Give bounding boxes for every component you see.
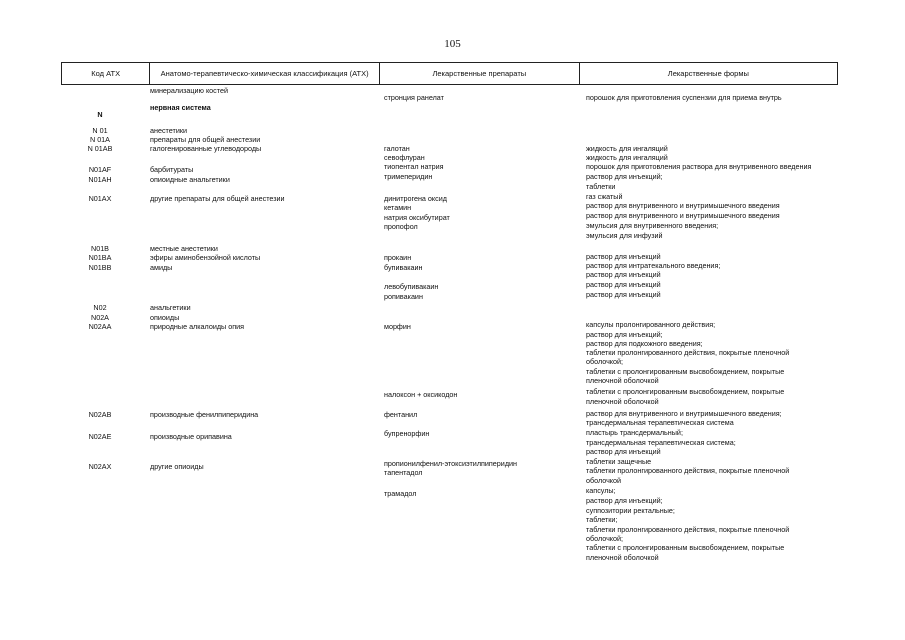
atc-code: N02AX bbox=[88, 462, 112, 471]
dosage-form: капсулы пролонгированного действия; bbox=[586, 320, 716, 329]
drug-name: бупренорфин bbox=[384, 429, 430, 438]
dosage-form: таблетки пролонгированного действия, покрытые пленочной bbox=[586, 525, 790, 534]
dosage-form: таблетки с пролонгированным высвобождением, покрытые bbox=[586, 543, 785, 552]
dosage-form: эмульсия для инфузий bbox=[586, 231, 663, 240]
dosage-form: таблетки с пролонгированным высвобождением, покрытые bbox=[586, 367, 785, 376]
atc-class-name: галогенированные углеводороды bbox=[150, 144, 262, 153]
dosage-form: пластырь трансдермальный; bbox=[586, 428, 683, 437]
dosage-form: трансдермальная терапевтическая система bbox=[586, 418, 734, 427]
drug-name: морфин bbox=[384, 322, 411, 331]
dosage-form: оболочкой; bbox=[586, 534, 624, 543]
dosage-form: таблетки bbox=[586, 182, 616, 191]
dosage-form: пленочной оболочкой bbox=[586, 376, 659, 385]
drug-name: пропофол bbox=[384, 222, 418, 231]
dosage-form: пленочной оболочкой bbox=[586, 553, 659, 562]
dosage-form: раствор для инъекций bbox=[586, 270, 661, 279]
dosage-form: газ сжатый bbox=[586, 192, 623, 201]
drug-name: прокаин bbox=[384, 253, 412, 262]
drug-name: тапентадол bbox=[384, 468, 423, 477]
dosage-form: раствор для инъекций; bbox=[586, 330, 663, 339]
dosage-form: жидкость для ингаляций bbox=[586, 153, 668, 162]
drug-name: фентанил bbox=[384, 410, 418, 419]
atc-code: N02AE bbox=[88, 432, 112, 441]
atc-code: N01B bbox=[91, 244, 109, 253]
atc-code: N02A bbox=[91, 313, 109, 322]
atc-class-name: анальгетики bbox=[150, 303, 191, 312]
atc-class-name: минерализацию костей bbox=[150, 86, 228, 95]
atc-class-name: другие опиоиды bbox=[150, 462, 204, 471]
drug-name: стронция ранелат bbox=[384, 93, 444, 102]
atc-code: N01AF bbox=[88, 165, 112, 174]
dosage-form: суппозитории ректальные; bbox=[586, 506, 675, 515]
drug-name: динитрогена оксид bbox=[384, 194, 447, 203]
atc-class-name: производные фенилпиперидина bbox=[150, 410, 259, 419]
dosage-form: эмульсия для внутривенного введения; bbox=[586, 221, 719, 230]
dosage-form: раствор для подкожного введения; bbox=[586, 339, 703, 348]
dosage-form: таблетки пролонгированного действия, покрытые пленочной bbox=[586, 348, 790, 357]
dosage-form: раствор для внутривенного и внутримышечного введения; bbox=[586, 409, 782, 418]
dosage-form: оболочкой bbox=[586, 476, 622, 485]
atc-class-name: другие препараты для общей анестезии bbox=[150, 194, 285, 203]
drug-name: галотан bbox=[384, 144, 410, 153]
dosage-form: трансдермальная терапевтическая система; bbox=[586, 438, 736, 447]
dosage-form: раствор для внутривенного и внутримышечного введения bbox=[586, 211, 780, 220]
dosage-form: капсулы; bbox=[586, 486, 616, 495]
drug-name: левобупивакаин bbox=[384, 282, 439, 291]
atc-class-name: нервная система bbox=[150, 103, 211, 112]
atc-code: N 01AB bbox=[87, 144, 113, 153]
drug-name: трамадол bbox=[384, 489, 417, 498]
header-code: Код АТХ bbox=[62, 63, 150, 85]
drug-name: налоксон + оксикодон bbox=[384, 390, 458, 399]
dosage-form: раствор для инъекций bbox=[586, 290, 661, 299]
dosage-form: таблетки защечные bbox=[586, 457, 652, 466]
dosage-form: раствор для интратекального введения; bbox=[586, 261, 721, 270]
dosage-form: раствор для инъекций bbox=[586, 447, 661, 456]
atc-code: N02 bbox=[93, 303, 107, 312]
dosage-form: раствор для инъекций; bbox=[586, 496, 663, 505]
drug-name: тиопентал натрия bbox=[384, 162, 444, 171]
drug-name: ропивакаин bbox=[384, 292, 423, 301]
dosage-form: порошок для приготовления суспензии для приема внутрь bbox=[586, 93, 782, 102]
atc-code: N 01 bbox=[92, 126, 108, 135]
drug-name: пропионилфенил-этоксиэтилпиперидин bbox=[384, 459, 517, 468]
dosage-form: жидкость для ингаляций bbox=[586, 144, 668, 153]
atc-class-name: анестетики bbox=[150, 126, 187, 135]
atc-code: N02AB bbox=[88, 410, 112, 419]
atc-code: N 01A bbox=[90, 135, 110, 144]
atc-class-name: барбитураты bbox=[150, 165, 194, 174]
drug-name: натрия оксибутират bbox=[384, 213, 450, 222]
atc-code: N01BA bbox=[88, 253, 112, 262]
atc-class-name: препараты для общей анестезии bbox=[150, 135, 261, 144]
atc-code: N01AH bbox=[88, 175, 112, 184]
atc-class-name: природные алкалоиды опия bbox=[150, 322, 244, 331]
table-header bbox=[61, 62, 838, 85]
dosage-form: раствор для инъекций; bbox=[586, 172, 663, 181]
dosage-form: таблетки пролонгированного действия, покрытые пленочной bbox=[586, 466, 790, 475]
atc-code: N01AX bbox=[88, 194, 112, 203]
drug-name: севофлуран bbox=[384, 153, 425, 162]
drug-name: кетамин bbox=[384, 203, 412, 212]
atc-code: N bbox=[97, 110, 103, 119]
atc-class-name: производные орипавина bbox=[150, 432, 232, 441]
header-forms: Лекарственные формы bbox=[579, 63, 837, 85]
dosage-form: таблетки с пролонгированным высвобождением, покрытые bbox=[586, 387, 785, 396]
dosage-form: порошок для приготовления раствора для внутривенного введения bbox=[586, 162, 812, 171]
atc-class-name: амиды bbox=[150, 263, 173, 272]
dosage-form: оболочкой; bbox=[586, 357, 624, 366]
dosage-form: раствор для внутривенного и внутримышечного введения bbox=[586, 201, 780, 210]
drug-name: тримеперидин bbox=[384, 172, 433, 181]
dosage-form: раствор для инъекций bbox=[586, 280, 661, 289]
atc-class-name: опиоиды bbox=[150, 313, 180, 322]
atc-code: N01BB bbox=[88, 263, 112, 272]
atc-class-name: эфиры аминобензойной кислоты bbox=[150, 253, 261, 262]
drug-name: бупивакаин bbox=[384, 263, 423, 272]
atc-code: N02AA bbox=[88, 322, 112, 331]
page-number: 105 bbox=[444, 38, 461, 50]
header-drugs: Лекарственные препараты bbox=[379, 63, 579, 85]
atc-class-name: местные анестетики bbox=[150, 244, 218, 253]
dosage-form: раствор для инъекций bbox=[586, 252, 661, 261]
atc-class-name: опиоидные анальгетики bbox=[150, 175, 230, 184]
header-classification: Анатомо-терапевтическо-химическая классификация (АТХ) bbox=[150, 63, 380, 85]
dosage-form: таблетки; bbox=[586, 515, 618, 524]
dosage-form: пленочной оболочкой bbox=[586, 397, 659, 406]
